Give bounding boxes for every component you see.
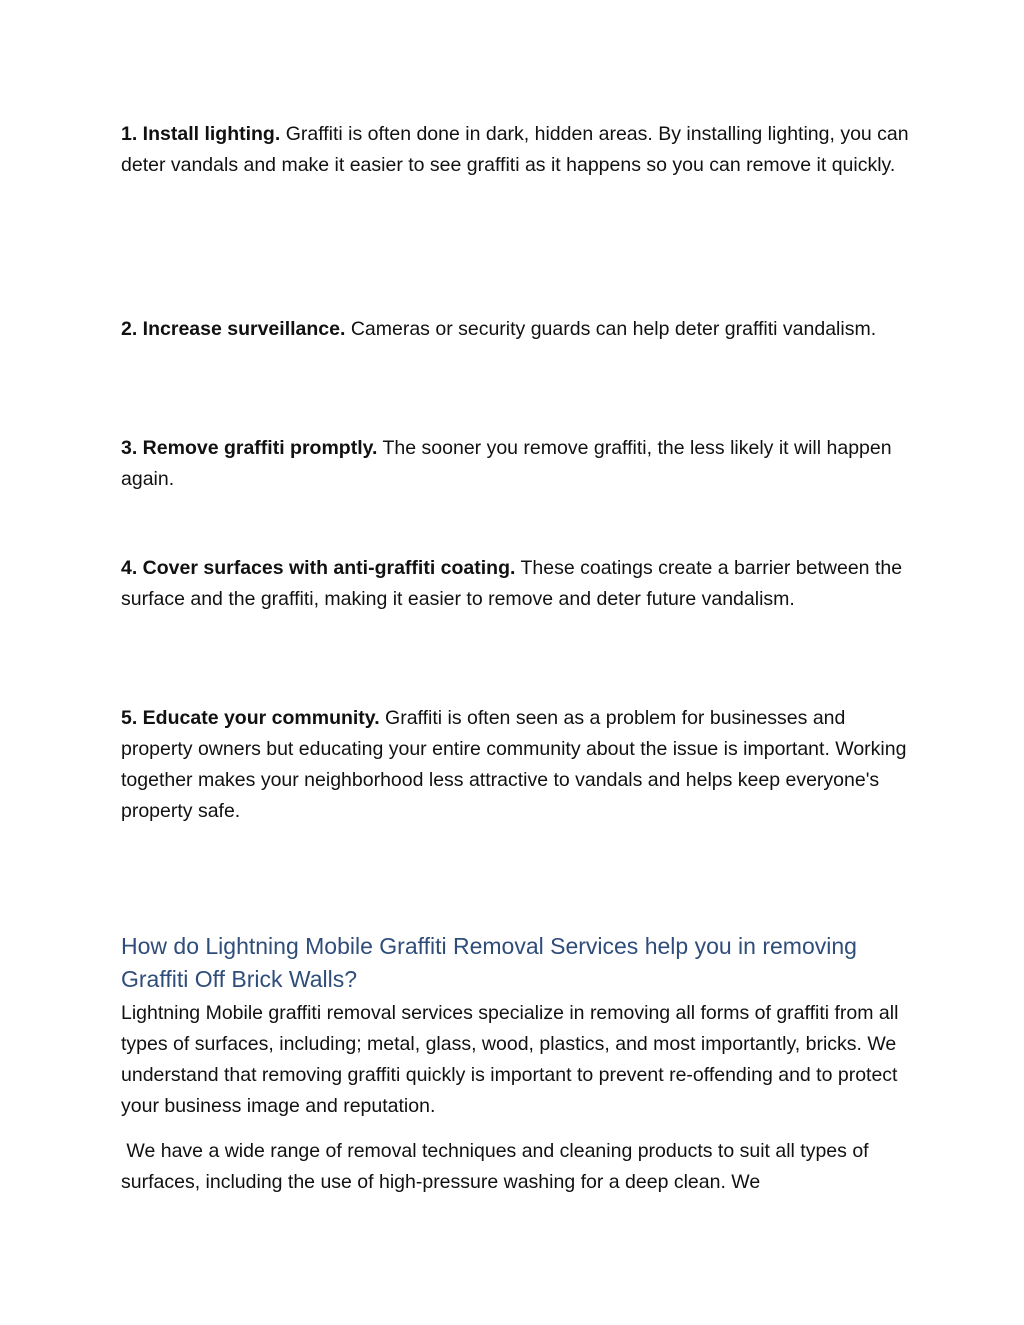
section-heading: How do Lightning Mobile Graffiti Removal Services help you in removing Graffiti Off Brick Walls?	[121, 933, 857, 992]
section-paragraph: We have a wide range of removal techniques and cleaning products to suit all types of surfaces, including the use of high-pressure washing for a deep clean. We	[121, 1140, 875, 1193]
tip-increase-surveillance	[121, 314, 911, 345]
tip-title: 1. Install lighting.	[121, 123, 281, 145]
tip-text: Cameras or security guards can help deter graffiti vandalism.	[350, 318, 877, 340]
section-paragraph: Lightning Mobile graffiti removal services specialize in removing all forms of graffiti from all types of surfaces, including; metal, glass, wood, plastics, and most importantly, bricks. We understand that removing graffiti quickly is important to prevent re-offending and to protect your business image and reputation.	[121, 1002, 899, 1117]
tip-title: 3. Remove graffiti promptly.	[121, 437, 378, 459]
tip-text: These coatings create a barrier between the surface and the graffiti, making it easier to remove and deter future vandalism.	[121, 557, 903, 610]
tip-text: The sooner you remove graffiti, the less likely it will happen again.	[121, 437, 892, 490]
tip-anti-graffiti-coating	[121, 553, 911, 615]
tip-title: 5. Educate your community.	[121, 707, 380, 729]
tip-remove-graffiti-promptly	[121, 433, 911, 495]
tip-educate-community	[121, 703, 911, 827]
tip-text: Graffiti is often done in dark, hidden areas. By installing lighting, you can deter vandals and make it easier to see graffiti as it happens so you can remove it quickly.	[121, 123, 909, 176]
tip-title: 4. Cover surfaces with anti-graffiti coating.	[121, 557, 516, 579]
tip-install-lighting	[121, 119, 911, 181]
tip-text: Graffiti is often seen as a problem for businesses and property owners but educating your entire community about the issue is important. Working together makes your neighborhood less attractive to vandals and helps keep everyone's property safe.	[121, 707, 907, 822]
tip-title: 2. Increase surveillance.	[121, 318, 346, 340]
